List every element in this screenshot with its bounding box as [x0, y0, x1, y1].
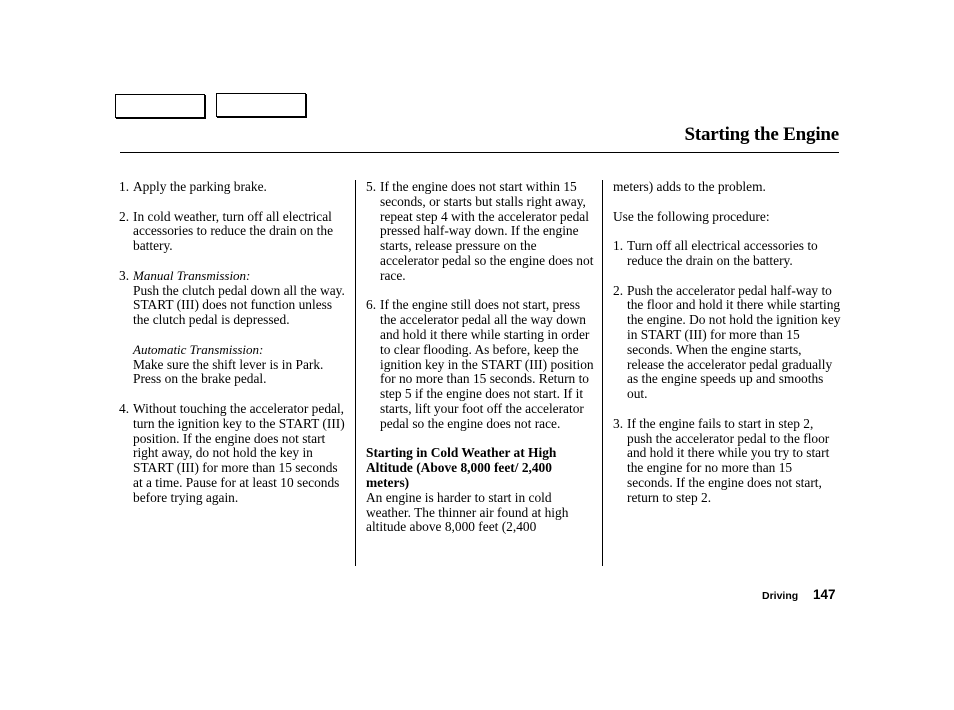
manual-transmission-text: Push the clutch pedal down all the way. START (III) does not function unless the clutch pedal is depressed. [133, 282, 345, 328]
step-number: 1. [119, 179, 130, 194]
nav-box-left[interactable] [115, 94, 205, 118]
column-3 [613, 180, 841, 520]
page-title: Starting the Engine [684, 124, 839, 145]
column-divider-2 [602, 180, 603, 566]
header-rule [120, 152, 839, 153]
nav-box-right[interactable] [216, 93, 306, 117]
step-text: Turn off all electrical accessories to reduce the drain on the battery. [627, 238, 818, 268]
automatic-transmission-text: Make sure the shift lever is in Park. Press on the brake pedal. [133, 356, 324, 387]
step-number: 3. [613, 415, 624, 431]
procedure-step-1 [613, 239, 841, 269]
step-text: Push the accelerator pedal half-way to the floor and hold it there while starting the engine. Do not hold the ignition key in START (III) for more than 15 seconds. When the engine starts, release the accelerator pedal gradually as the engine speeds up and smooths out. [627, 282, 841, 402]
step-1 [119, 180, 347, 195]
step-text: Without touching the accelerator pedal, turn the ignition key to the START (III) position. If the engine does not start right away, do not hold the key in START (III) for more than 15 seconds at a time. Pause for at least 10 seconds before trying again. [133, 400, 345, 505]
step-text: If the engine still does not start, press the accelerator pedal all the way down and hold it there while starting in order to clear flooding. As before, keep the ignition key in the START (III) position for no more than 15 seconds. Return to step 5 if the engine does not start. If it starts, lift your foot off the accelerator pedal so the engine does not race. [380, 297, 594, 431]
step-text: Apply the parking brake. [133, 179, 267, 194]
step-6 [366, 298, 594, 431]
step-text: If the engine does not start within 15 seconds, or starts but stalls right away, repeat step 4 with the accelerator pedal pressed half-way down. If the engine starts, release pressure on the accelerator pedal so the engine does not race. [380, 179, 594, 283]
step-text: If the engine fails to start in step 2, push the accelerator pedal to the floor and hold it there while you try to start the engine for no more than 15 seconds. If the engine does not start, return to step 2. [627, 415, 830, 505]
step-number: 2. [119, 208, 130, 224]
step-text: In cold weather, turn off all electrical accessories to reduce the drain on the battery. [133, 208, 334, 254]
page-number: 147 [813, 587, 836, 602]
step-number: 3. [119, 267, 130, 283]
step-2 [119, 210, 347, 254]
cold-weather-text: An engine is harder to start in cold weather. The thinner air found at high altitude above 8,000 feet (2,400 [366, 489, 569, 535]
procedure-step-2 [613, 284, 841, 402]
automatic-transmission-label: Automatic Transmission: [133, 341, 264, 357]
procedure-step-3 [613, 417, 841, 506]
step-number: 2. [613, 282, 624, 298]
procedure-intro: Use the following procedure: [613, 208, 770, 224]
step-5 [366, 180, 594, 284]
section-label: Driving [762, 590, 799, 602]
column-divider-1 [355, 180, 356, 566]
cold-weather-heading: Starting in Cold Weather at High Altitude (Above 8,000 feet/ 2,400 meters) [366, 445, 557, 490]
column-2 [366, 180, 594, 535]
step-3 [119, 269, 347, 387]
step-number: 4. [119, 400, 130, 416]
step-number: 6. [366, 297, 377, 313]
step-number: 1. [613, 238, 624, 254]
column-1 [119, 180, 347, 520]
continued-text: meters) adds to the problem. [613, 179, 766, 194]
step-number: 5. [366, 179, 377, 194]
manual-transmission-label: Manual Transmission: [133, 267, 251, 283]
step-4 [119, 402, 347, 506]
